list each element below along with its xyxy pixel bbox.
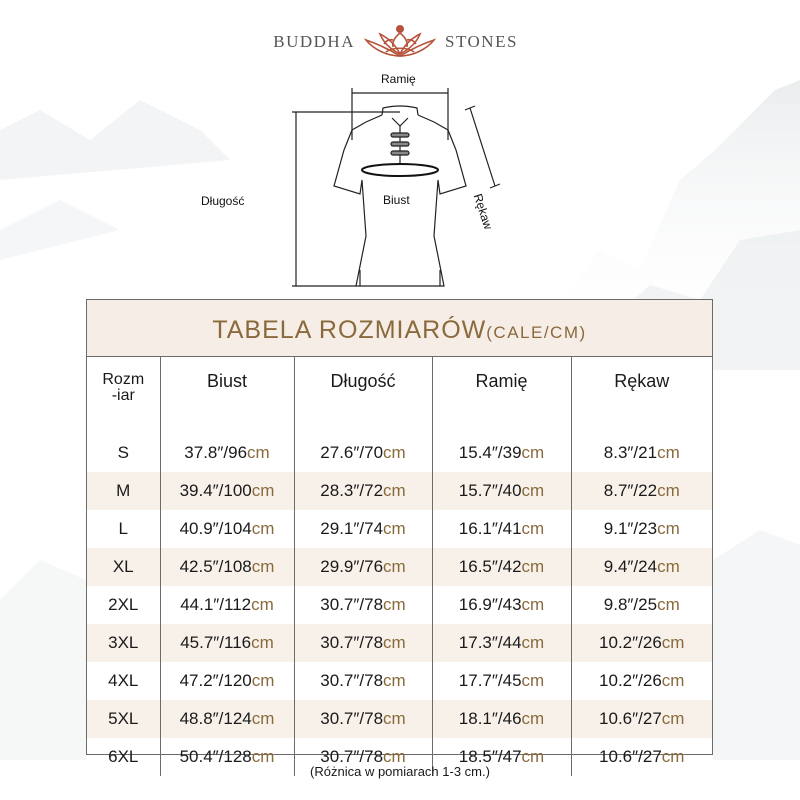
sleeve-value: 8.7″/22 [603, 481, 658, 500]
unit-cm: cm [657, 443, 680, 462]
sleeve-cell [571, 424, 712, 472]
size-cell: 4XL [108, 671, 139, 690]
chest-cell [160, 586, 294, 624]
unit-cm: cm [251, 633, 274, 652]
unit-cm: cm [661, 633, 685, 652]
sleeve-value: 10.2″/26 [599, 633, 662, 652]
unit-cm: cm [521, 709, 545, 728]
table-title-unit: (CALE/CM) [486, 323, 587, 342]
length-value: 30.7″/78 [320, 633, 384, 652]
table-row [87, 700, 712, 738]
table-body [87, 424, 712, 776]
table-row [87, 548, 712, 586]
table-row [87, 662, 712, 700]
unit-cm: cm [251, 519, 275, 538]
header-size [87, 357, 160, 424]
shoulder-cell [432, 586, 571, 624]
chest-value: 40.9″/104 [179, 519, 252, 538]
unit-cm: cm [661, 747, 685, 766]
chest-value: 44.1″/112 [180, 595, 252, 614]
length-cell [294, 472, 432, 510]
shoulder-value: 15.4″/39 [458, 443, 522, 462]
unit-cm: cm [383, 595, 406, 614]
size-cell: 6XL [108, 747, 139, 766]
unit-cm: cm [521, 443, 545, 462]
unit-cm: cm [251, 595, 274, 614]
unit-cm: cm [251, 747, 275, 766]
header-shoulder: Ramię [432, 357, 571, 424]
table-row [87, 510, 712, 548]
sleeve-value: 10.6″/27 [599, 747, 662, 766]
shoulder-cell [432, 700, 571, 738]
shoulder-value: 18.5″/47 [458, 747, 522, 766]
length-cell [294, 510, 432, 548]
unit-cm: cm [521, 633, 545, 652]
length-value: 27.6″/70 [320, 443, 384, 462]
header-chest: Biust [160, 357, 294, 424]
length-value: 30.7″/78 [320, 595, 384, 614]
table-title [87, 300, 712, 357]
unit-cm: cm [657, 595, 680, 614]
sleeve-cell [571, 700, 712, 738]
measurement-note: (Różnica w pomiarach 1-3 cm.) [310, 764, 490, 779]
length-cell [294, 700, 432, 738]
size-cell: 2XL [108, 595, 139, 614]
garment-measurement-diagram [0, 60, 800, 300]
chest-value: 39.4″/100 [179, 481, 252, 500]
unit-cm: cm [657, 481, 680, 500]
unit-cm: cm [521, 747, 545, 766]
sleeve-value: 9.8″/25 [603, 595, 658, 614]
unit-cm: cm [251, 709, 275, 728]
length-label: Długość [201, 194, 245, 208]
size-cell: 5XL [87, 700, 160, 738]
shoulder-value: 18.1″/46 [458, 709, 522, 728]
table-header-row [87, 357, 712, 424]
sleeve-label: Rękaw [470, 192, 496, 232]
length-value: 30.7″/78 [320, 747, 384, 766]
shoulder-cell [432, 662, 571, 700]
shoulder-label: Ramię [381, 72, 416, 86]
shoulder-cell [432, 510, 571, 548]
unit-cm: cm [247, 443, 270, 462]
shoulder-value: 16.5″/42 [458, 557, 522, 576]
sleeve-cell [571, 662, 712, 700]
sleeve-value: 10.6″/27 [599, 709, 662, 728]
size-cell: S [117, 443, 129, 462]
length-value: 28.3″/72 [320, 481, 384, 500]
sleeve-value: 10.2″/26 [599, 671, 662, 690]
length-value: 29.1″/74 [320, 519, 384, 538]
size-cell: L [118, 519, 128, 538]
header-length: Długość [294, 357, 432, 424]
shoulder-value: 17.3″/44 [458, 633, 522, 652]
sleeve-cell [571, 510, 712, 548]
shoulder-value: 16.9″/43 [458, 595, 522, 614]
length-cell [294, 424, 432, 472]
brand-name-right: STONES [445, 32, 518, 51]
unit-cm: cm [383, 557, 406, 576]
size-cell: XL [87, 548, 160, 586]
length-value: 30.7″/78 [320, 671, 384, 690]
chest-value: 37.8″/96 [184, 443, 248, 462]
unit-cm: cm [251, 671, 275, 690]
lotus-meditation-icon [362, 20, 438, 62]
size-chart-table [86, 299, 713, 766]
brand-name-left: BUDDHA [273, 32, 355, 51]
length-value: 29.9″/76 [320, 557, 384, 576]
unit-cm: cm [251, 481, 275, 500]
length-value: 30.7″/78 [320, 709, 384, 728]
brand-header [0, 26, 800, 60]
chest-value: 42.5″/108 [179, 557, 252, 576]
chest-value: 45.7″/116 [180, 633, 252, 652]
table-row [87, 424, 712, 472]
shoulder-cell [432, 424, 571, 472]
unit-cm: cm [521, 557, 545, 576]
shoulder-value: 15.7″/40 [458, 481, 522, 500]
sleeve-cell [571, 548, 712, 586]
chest-cell [160, 472, 294, 510]
chest-cell [160, 662, 294, 700]
header-size-line2: -iar [111, 387, 135, 404]
shoulder-value: 16.1″/41 [458, 519, 522, 538]
length-cell [294, 586, 432, 624]
sleeve-cell [571, 586, 712, 624]
header-size-line1: Rozm [102, 371, 145, 388]
unit-cm: cm [383, 481, 406, 500]
table-row [87, 472, 712, 510]
size-cell: M [87, 472, 160, 510]
size-table [87, 357, 712, 776]
unit-cm: cm [657, 519, 680, 538]
shoulder-value: 17.7″/45 [458, 671, 522, 690]
size-cell: 3XL [87, 624, 160, 662]
unit-cm: cm [383, 671, 406, 690]
chest-cell [160, 700, 294, 738]
sleeve-value: 9.1″/23 [603, 519, 658, 538]
shoulder-cell [432, 624, 571, 662]
table-title-text: TABELA ROZMIARÓW [212, 316, 487, 344]
length-cell [294, 624, 432, 662]
unit-cm: cm [383, 633, 406, 652]
unit-cm: cm [383, 519, 406, 538]
sleeve-value: 8.3″/21 [603, 443, 658, 462]
unit-cm: cm [521, 595, 545, 614]
sleeve-cell [571, 624, 712, 662]
unit-cm: cm [383, 747, 406, 766]
table-row [87, 624, 712, 662]
unit-cm: cm [251, 557, 275, 576]
shoulder-cell [432, 548, 571, 586]
sleeve-cell [571, 472, 712, 510]
unit-cm: cm [383, 443, 406, 462]
unit-cm: cm [661, 671, 685, 690]
chest-cell [160, 548, 294, 586]
chest-value: 50.4″/128 [179, 747, 252, 766]
shoulder-cell [432, 472, 571, 510]
unit-cm: cm [383, 709, 406, 728]
chest-value: 47.2″/120 [179, 671, 252, 690]
chest-label: Biust [383, 193, 410, 207]
unit-cm: cm [521, 481, 545, 500]
unit-cm: cm [657, 557, 680, 576]
length-cell [294, 662, 432, 700]
shirt-outline-icon [0, 60, 800, 300]
header-sleeve: Rękaw [571, 357, 712, 424]
chest-value: 48.8″/124 [179, 709, 252, 728]
length-cell [294, 548, 432, 586]
sleeve-value: 9.4″/24 [603, 557, 658, 576]
unit-cm: cm [521, 519, 545, 538]
chest-cell [160, 624, 294, 662]
chest-cell [160, 424, 294, 472]
unit-cm: cm [521, 671, 545, 690]
chest-cell [160, 510, 294, 548]
unit-cm: cm [661, 709, 685, 728]
table-row [87, 586, 712, 624]
